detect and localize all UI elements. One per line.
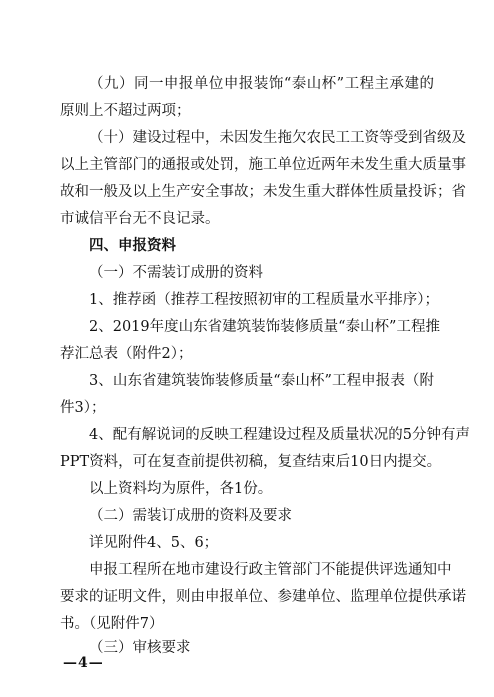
item-3-line-1: 3、山东省建筑装饰装修质量“泰山杯”工程申报表（附 — [89, 373, 434, 389]
item-3-line-2: 件3）； — [60, 400, 106, 416]
requirement-line-2: 要求的证明文件，则由申报单位、参建单位、监理单位提供承诺 — [60, 589, 466, 605]
item-4-line-1: 4、配有解说词的反映工程建设过程及质量状况的5分钟有声 — [89, 427, 470, 443]
item-2-line-2: 荐汇总表（附件2）； — [60, 346, 193, 362]
requirement-line-3: 书。（见附件7） — [60, 616, 164, 632]
clause-10-line-1: （十）建设过程中，未因发生拖欠农民工工资等受到省级及 — [89, 130, 466, 146]
clause-10-line-2: 以上主管部门的通报或处罚，施工单位近两年未发生重大质量事 — [60, 157, 466, 173]
attachment-reference: 详见附件4、5、6； — [89, 535, 219, 551]
clause-9-line-1: （九）同一申报单位申报装饰“泰山杯”工程主承建的 — [89, 76, 434, 92]
item-2-line-1: 2、2019年度山东省建筑装饰装修质量“泰山杯”工程推 — [89, 319, 440, 335]
section-heading: 四、申报资料 — [89, 238, 176, 254]
clause-10-line-3: 故和一般及以上生产安全事故；未发生重大群体性质量投诉；省 — [60, 184, 466, 200]
item-1: 1、推荐函（推荐工程按照初审的工程质量水平排序）； — [89, 292, 439, 308]
originals-note: 以上资料均为原件，各1份。 — [89, 481, 273, 497]
clause-9-line-2: 原则上不超过两项； — [60, 103, 191, 119]
subsection-3-title: （三）审核要求 — [89, 640, 191, 656]
subsection-1-title: （一）不需装订成册的资料 — [89, 265, 263, 281]
page-number: —4— — [63, 655, 104, 671]
clause-10-line-4: 市诚信平台无不良记录。 — [60, 211, 220, 227]
item-4-line-2: PPT资料，可在复查前提供初稿，复查结束后10日内提交。 — [60, 454, 442, 470]
requirement-line-1: 申报工程所在地市建设行政主管部门不能提供评选通知中 — [89, 562, 452, 578]
subsection-2-title: （二）需装订成册的资料及要求 — [89, 508, 292, 524]
